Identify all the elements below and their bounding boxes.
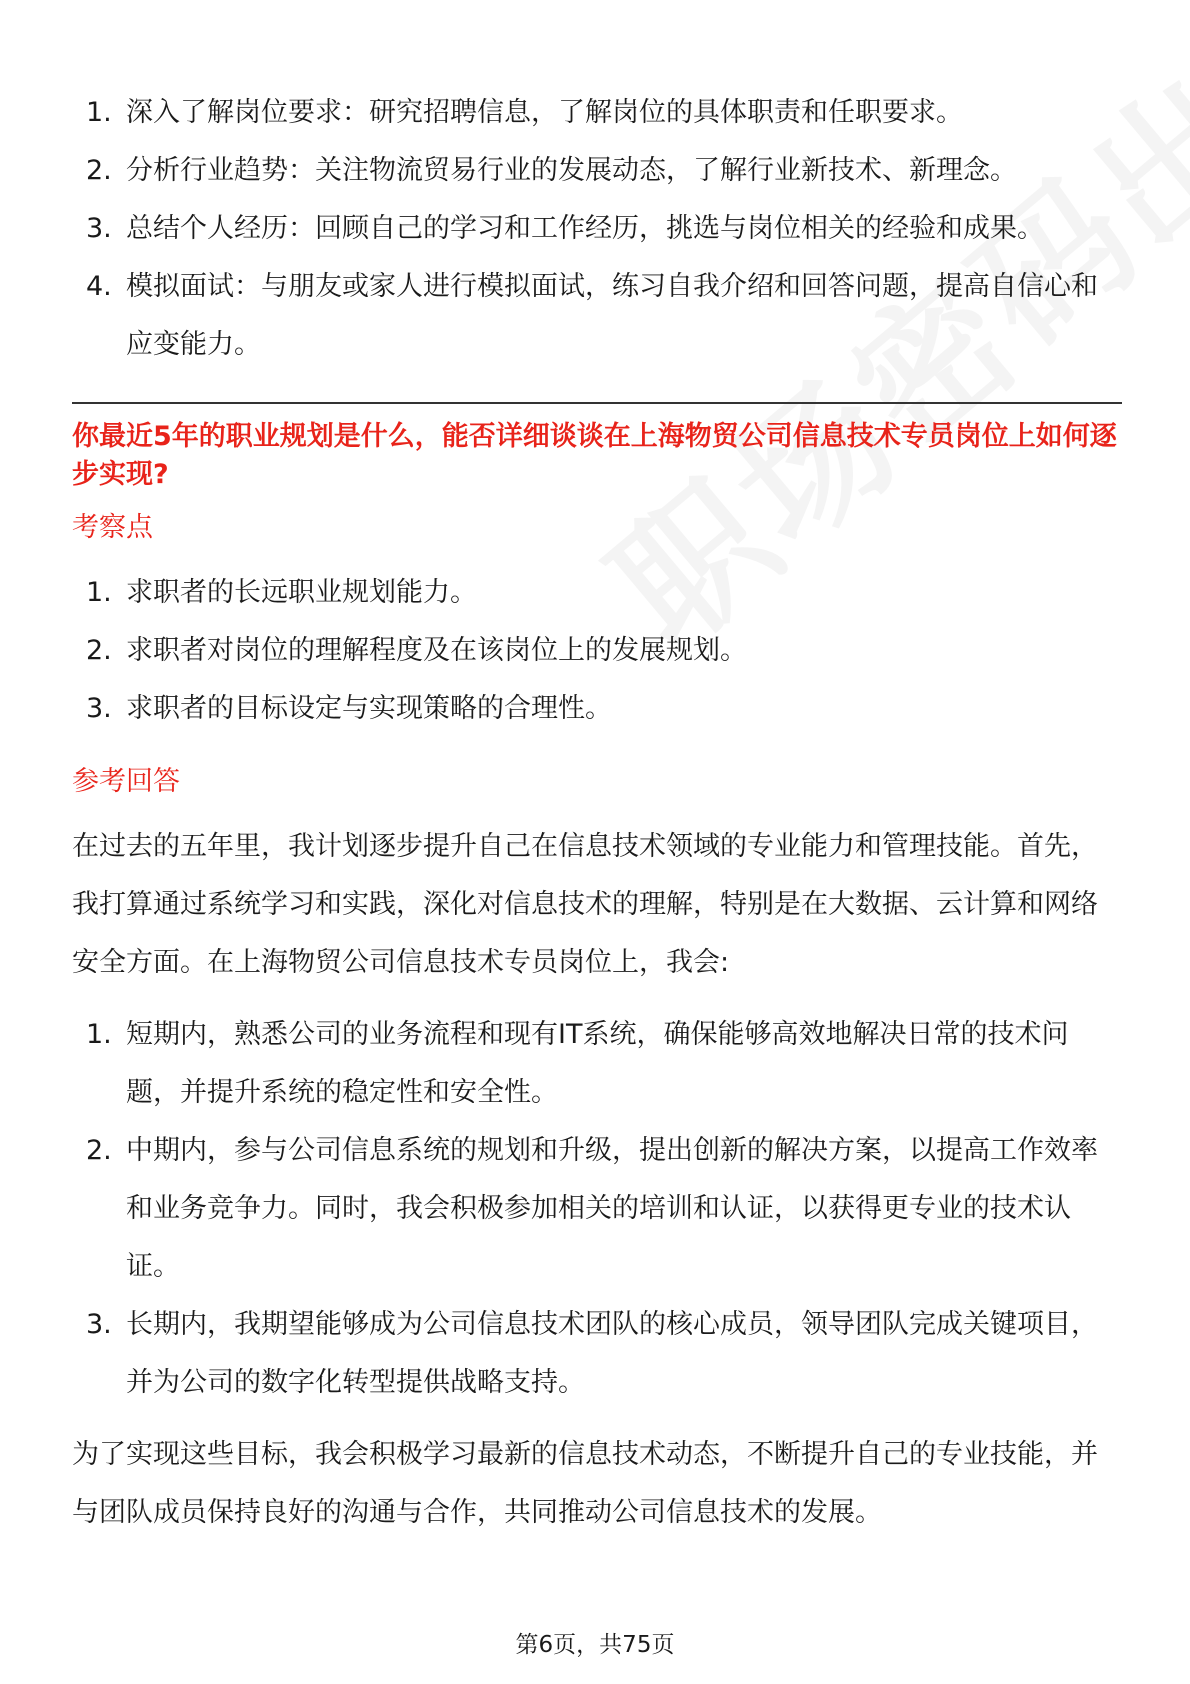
list-item-text: 长期内，我期望能够成为公司信息技术团队的核心成员，领导团队完成关键项目，并为公司的数字化转型提供战略支持。 [126,1309,1098,1398]
assessment-title: 考察点 [72,512,153,543]
list-item-text: 分析行业趋势：关注物流贸易行业的发展动态，了解行业新技术、新理念。 [126,155,1017,186]
list-item: 3. 长期内，我期望能够成为公司信息技术团队的核心成员，领导团队完成关键项目，并为公司的数字化转型提供战略支持。 [86,1309,1098,1398]
section-divider [72,402,1122,404]
list-item: 3. 求职者的目标设定与实现策略的合理性。 [86,693,612,724]
page-number: 第6页，共75页 [515,1632,675,1658]
list-item-text: 求职者的目标设定与实现策略的合理性。 [126,693,612,724]
list-item: 2. 分析行业趋势：关注物流贸易行业的发展动态，了解行业新技术、新理念。 [86,155,1017,186]
list-item: 1. 深入了解岗位要求：研究招聘信息，了解岗位的具体职责和任职要求。 [86,97,963,128]
list-item-text: 中期内，参与公司信息系统的规划和升级，提出创新的解决方案，以提高工作效率和业务竞争力。同时，我会积极参加相关的培训和认证，以获得更专业的技术认证。 [126,1135,1098,1282]
answer-intro: 在过去的五年里，我计划逐步提升自己在信息技术领域的专业能力和管理技能。首先，我打算通过系统学习和实践，深化对信息技术的理解，特别是在大数据、云计算和网络安全方面。在上海物贸公司信息技术专员岗位上，我会: [72,831,1098,978]
list-item-text: 求职者对岗位的理解程度及在该岗位上的发展规划。 [126,635,747,666]
list-item: 2. 中期内，参与公司信息系统的规划和升级，提出创新的解决方案，以提高工作效率和业务竞争力。同时，我会积极参加相关的培训和认证，以获得更专业的技术认证。 [86,1135,1098,1282]
question-heading: 你最近5年的职业规划是什么，能否详细谈谈在上海物贸公司信息技术专员岗位上如何逐步实现? [72,421,1117,490]
list-item: 4. 模拟面试：与朋友或家人进行模拟面试，练习自我介绍和回答问题，提高自信心和应变能力。 [86,271,1098,360]
list-item: 2. 求职者对岗位的理解程度及在该岗位上的发展规划。 [86,635,747,666]
prev-list [72,84,1122,374]
answer-title: 参考回答 [72,766,180,797]
list-item-text: 模拟面试：与朋友或家人进行模拟面试，练习自我介绍和回答问题，提高自信心和应变能力。 [126,271,1098,360]
list-item-text: 深入了解岗位要求：研究招聘信息，了解岗位的具体职责和任职要求。 [126,97,963,128]
answer-list [72,1006,1122,1412]
assessment-list [72,564,1122,738]
list-item: 1. 求职者的长远职业规划能力。 [86,577,477,608]
list-item-text: 总结个人经历：回顾自己的学习和工作经历，挑选与岗位相关的经验和成果。 [126,213,1044,244]
list-item: 3. 总结个人经历：回顾自己的学习和工作经历，挑选与岗位相关的经验和成果。 [86,213,1044,244]
page-content [72,84,1122,1542]
list-item-text: 求职者的长远职业规划能力。 [126,577,477,608]
answer-closing: 为了实现这些目标，我会积极学习最新的信息技术动态，不断提升自己的专业技能，并与团队成员保持良好的沟通与合作，共同推动公司信息技术的发展。 [72,1439,1098,1528]
list-item-text: 短期内，熟悉公司的业务流程和现有IT系统，确保能够高效地解决日常的技术问题，并提升系统的稳定性和安全性。 [126,1019,1069,1108]
list-item: 1. 短期内，熟悉公司的业务流程和现有IT系统，确保能够高效地解决日常的技术问题，并提升系统的稳定性和安全性。 [86,1019,1069,1108]
